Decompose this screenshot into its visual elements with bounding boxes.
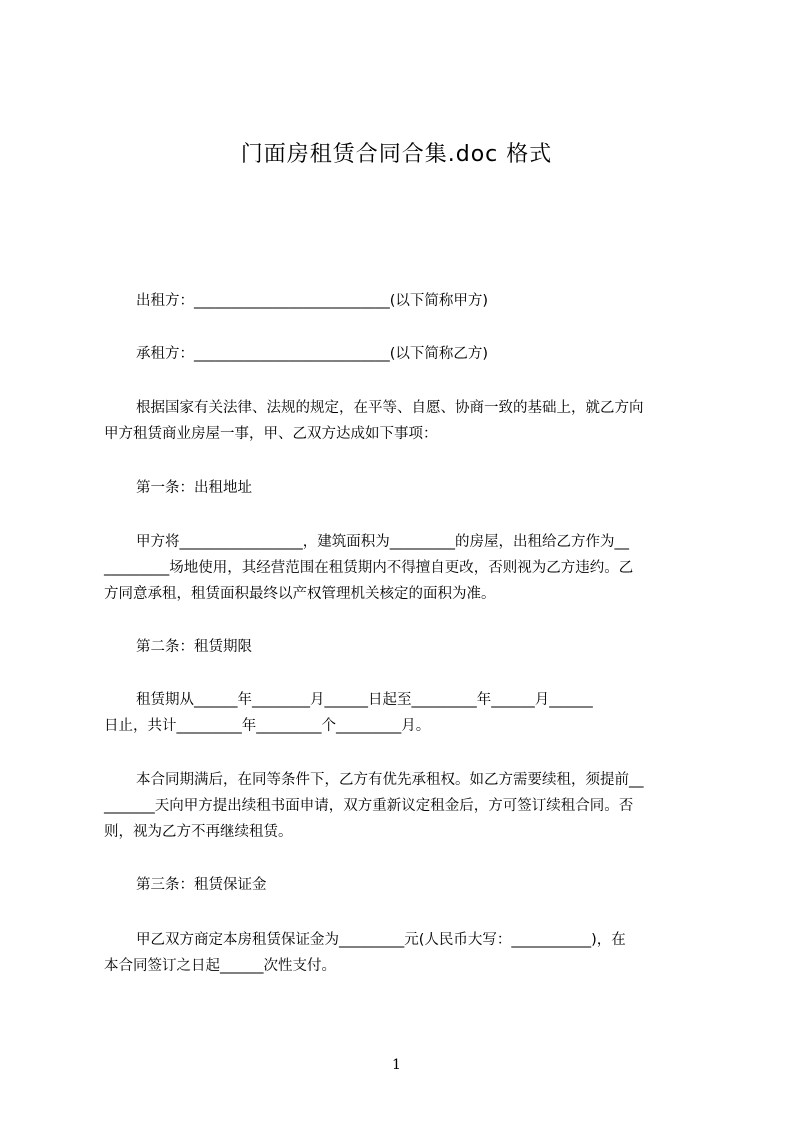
- article-3-line-1: 甲乙双方商定本房租赁保证金为_________元(人民币大写：___________)，在: [136, 932, 626, 948]
- article-3-heading: 第三条：租赁保证金: [136, 877, 267, 893]
- page-title: 门面房租赁合同合集.doc 格式: [240, 142, 553, 167]
- article-2-term-line-2: 日止，共计_________年_________个_________月。: [104, 718, 431, 734]
- page-number: 1: [392, 1057, 401, 1073]
- article-2-renewal-line-2: _______天向甲方提出续租书面申请，双方重新议定租金后，方可签订续租合同。否: [104, 798, 634, 814]
- article-1-line-3: 方同意承租，租赁面积最终以产权管理机关核定的面积为准。: [104, 586, 496, 602]
- article-1-line-1: 甲方将_________________，建筑面积为_________的房屋，出租给乙方作为__: [136, 534, 629, 550]
- article-2-heading: 第二条：租赁期限: [136, 639, 252, 655]
- intro-paragraph: [104, 395, 700, 447]
- article-1-heading: 第一条：出租地址: [136, 480, 252, 496]
- article-2-renewal-line-3: 则，视为乙方不再继续租赁。: [104, 824, 293, 840]
- article-2-term-paragraph: [104, 687, 700, 739]
- article-3-paragraph: [104, 927, 700, 979]
- intro-line-2: 甲方租赁商业房屋一事，甲、乙双方达成如下事项：: [104, 426, 438, 442]
- lessee-line: 承租方：___________________________(以下简称乙方): [136, 346, 489, 362]
- article-3-line-2: 本合同签订之日起______次性支付。: [104, 958, 336, 974]
- article-1-line-2: _________场地使用，其经营范围在租赁期内不得擅自更改，否则视为乙方违约。乙: [104, 560, 634, 576]
- article-2-term-line-1: 租赁期从______年________月______日起至_________年______月______: [136, 692, 593, 708]
- intro-line-1: 根据国家有关法律、法规的规定，在平等、自愿、协商一致的基础上，就乙方向: [136, 400, 644, 416]
- lessor-line: 出租方：___________________________(以下简称甲方): [136, 293, 489, 309]
- article-2-renewal-paragraph: [104, 767, 700, 845]
- article-2-renewal-line-1: 本合同期满后，在同等条件下，乙方有优先承租权。如乙方需要续租，须提前__: [136, 772, 644, 788]
- article-1-paragraph: [104, 529, 700, 607]
